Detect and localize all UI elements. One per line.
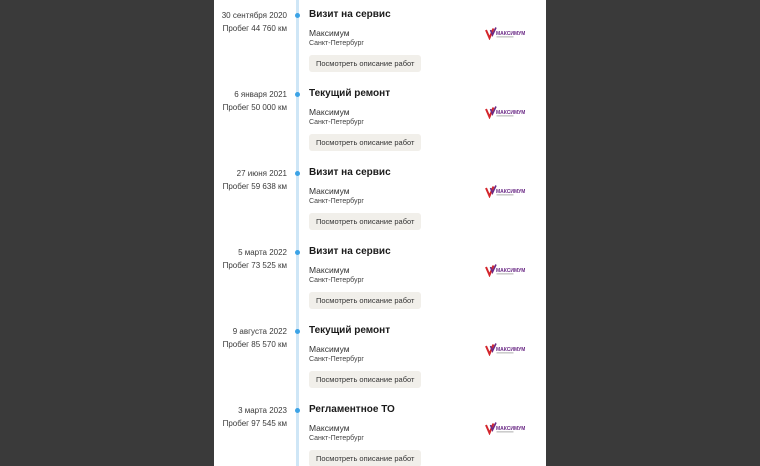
view-work-description-button[interactable]: Посмотреть описание работ <box>309 213 421 230</box>
entry-mileage: Пробег 73 525 км <box>222 261 287 270</box>
entry-title: Визит на сервис <box>309 9 391 20</box>
service-history-panel <box>214 0 546 466</box>
view-work-description-button[interactable]: Посмотреть описание работ <box>309 55 421 72</box>
view-work-description-button[interactable]: Посмотреть описание работ <box>309 134 421 151</box>
history-entry <box>214 79 546 158</box>
entry-company: Максимум <box>309 265 350 275</box>
entry-company: Максимум <box>309 186 350 196</box>
entry-mileage: Пробег 50 000 км <box>222 103 287 112</box>
entry-date: 3 марта 2023 <box>238 406 287 415</box>
entry-title: Текущий ремонт <box>309 88 391 99</box>
view-work-description-button[interactable]: Посмотреть описание работ <box>309 371 421 388</box>
entry-date: 5 марта 2022 <box>238 248 287 257</box>
entry-title: Текущий ремонт <box>309 325 391 336</box>
entry-city: Санкт-Петербург <box>309 40 364 47</box>
entry-company: Максимум <box>309 28 350 38</box>
entry-city: Санкт-Петербург <box>309 198 364 205</box>
history-entry <box>214 316 546 395</box>
entry-company: Максимум <box>309 107 350 117</box>
entry-city: Санкт-Петербург <box>309 277 364 284</box>
entry-date: 30 сентября 2020 <box>221 11 287 20</box>
logo-text: МАКСИМУМ <box>496 347 525 353</box>
maksimum-logo-icon <box>485 342 525 356</box>
timeline-dot <box>295 408 300 413</box>
view-work-description-button[interactable]: Посмотреть описание работ <box>309 292 421 309</box>
entry-mileage: Пробег 85 570 км <box>222 340 287 349</box>
maksimum-logo-icon <box>485 184 525 198</box>
logo-text: МАКСИМУМ <box>496 110 525 116</box>
logo-text: МАКСИМУМ <box>496 189 525 195</box>
entry-date: 9 августа 2022 <box>232 327 287 336</box>
view-work-description-button[interactable]: Посмотреть описание работ <box>309 450 421 466</box>
entry-title: Визит на сервис <box>309 246 391 257</box>
timeline-dot <box>295 171 300 176</box>
history-entry <box>214 237 546 316</box>
maksimum-logo-icon <box>485 105 525 119</box>
logo-text: МАКСИМУМ <box>496 31 525 37</box>
history-entry <box>214 158 546 237</box>
entry-mileage: Пробег 97 545 км <box>222 419 287 428</box>
entry-title: Регламентное ТО <box>309 404 395 415</box>
entry-mileage: Пробег 44 760 км <box>222 24 287 33</box>
entry-company: Максимум <box>309 344 350 354</box>
history-entry <box>214 0 546 79</box>
entry-city: Санкт-Петербург <box>309 356 364 363</box>
timeline-dot <box>295 13 300 18</box>
entry-mileage: Пробег 59 638 км <box>222 182 287 191</box>
entry-city: Санкт-Петербург <box>309 119 364 126</box>
timeline-dot <box>295 250 300 255</box>
entry-title: Визит на сервис <box>309 167 391 178</box>
logo-text: МАКСИМУМ <box>496 426 525 432</box>
history-entry <box>214 395 546 466</box>
maksimum-logo-icon <box>485 421 525 435</box>
entry-date: 6 января 2021 <box>234 90 287 99</box>
timeline-dot <box>295 92 300 97</box>
entry-city: Санкт-Петербург <box>309 435 364 442</box>
entry-date: 27 июня 2021 <box>236 169 287 178</box>
entry-company: Максимум <box>309 423 350 433</box>
maksimum-logo-icon <box>485 26 525 40</box>
logo-text: МАКСИМУМ <box>496 268 525 274</box>
maksimum-logo-icon <box>485 263 525 277</box>
timeline-dot <box>295 329 300 334</box>
